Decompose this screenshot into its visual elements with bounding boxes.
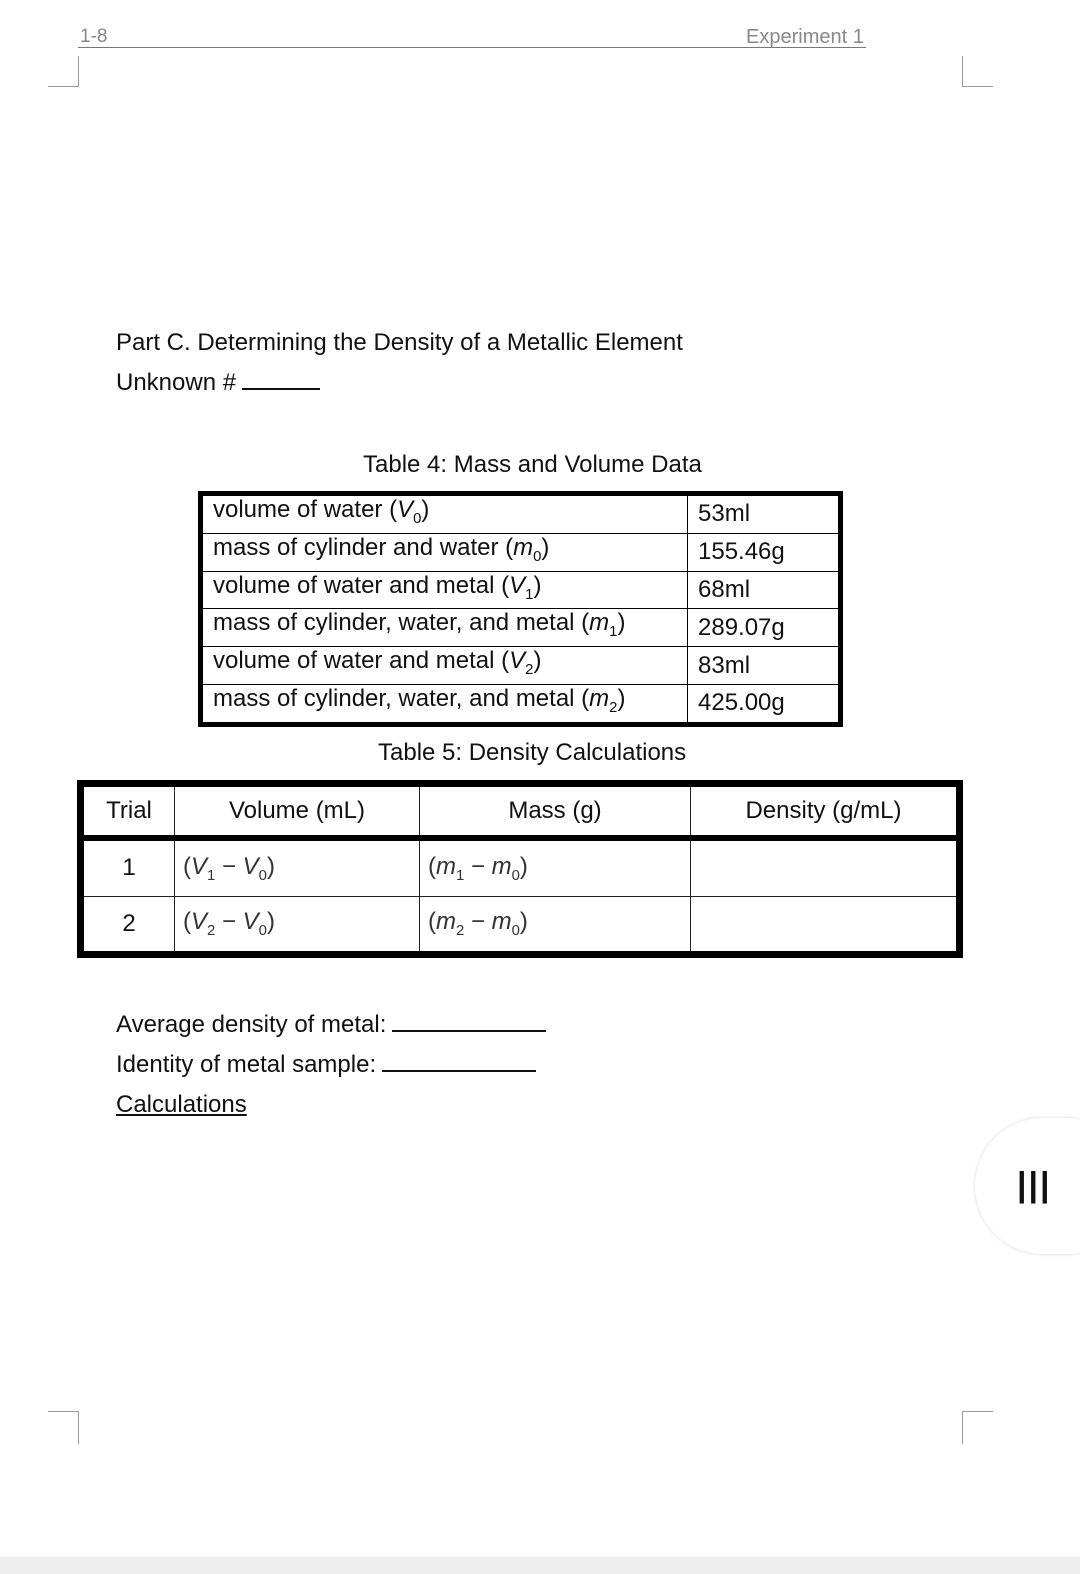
average-density-label: Average density of metal: <box>116 1011 387 1038</box>
col-header-density: Density (g/mL) <box>691 784 960 839</box>
chapter-label: Experiment 1 <box>746 26 864 48</box>
bottom-bar <box>0 1557 1080 1574</box>
trial-number: 2 <box>81 896 175 954</box>
table-row <box>201 647 841 685</box>
row-label: mass of cylinder and water $(m_0)$ <box>201 533 688 571</box>
density-table <box>77 780 963 958</box>
row-label: mass of cylinder, water, and metal $(m_2)$ <box>201 684 688 724</box>
crop-mark-top-right <box>962 56 993 87</box>
row-value: 53ml <box>688 494 841 534</box>
row-label: mass of cylinder, water, and metal $(m_1)$ <box>201 609 688 647</box>
section-title: Part C. Determining the Density of a Metallic Element <box>116 329 683 356</box>
row-value: 289.07g <box>688 609 841 647</box>
col-header-mass: Mass (g) <box>420 784 691 839</box>
crop-mark-bottom-left <box>48 1411 79 1444</box>
row-label: volume of water $(V_0)$ <box>201 494 688 534</box>
table-row <box>81 838 960 896</box>
table-row <box>201 609 841 647</box>
table-row <box>201 571 841 609</box>
unknown-field <box>116 369 320 397</box>
average-density-blank[interactable] <box>392 1029 546 1032</box>
table5-caption: Table 5: Density Calculations <box>378 739 687 766</box>
density-cell[interactable] <box>691 838 960 896</box>
col-header-volume: Volume (mL) <box>175 784 420 839</box>
menu-icon[interactable]: ||| <box>1017 1166 1052 1204</box>
mass-volume-table <box>198 491 843 727</box>
identity-label: Identity of metal sample: <box>116 1051 377 1078</box>
table-row <box>81 896 960 954</box>
header-rule <box>78 47 866 48</box>
row-value: 155.46g <box>688 533 841 571</box>
table-header-row <box>81 784 960 839</box>
crop-mark-bottom-right <box>962 1411 993 1444</box>
mass-formula: $(m_2 - m_0)$ <box>420 896 691 954</box>
unknown-blank[interactable] <box>242 387 320 390</box>
table4-caption: Table 4: Mass and Volume Data <box>363 451 702 478</box>
average-density-field <box>116 1011 546 1039</box>
identity-field <box>116 1051 536 1079</box>
volume-formula: $(V_1 - V_0)$ <box>175 838 420 896</box>
table-row <box>201 684 841 724</box>
table-row <box>201 533 841 571</box>
identity-blank[interactable] <box>382 1069 536 1072</box>
row-value: 425.00g <box>688 684 841 724</box>
density-cell[interactable] <box>691 896 960 954</box>
page-number: 1-8 <box>80 26 108 47</box>
col-header-trial: Trial <box>81 784 175 839</box>
unknown-label: Unknown # <box>116 369 237 396</box>
row-value: 83ml <box>688 647 841 685</box>
calculations-heading: Calculations <box>116 1091 247 1118</box>
volume-formula: $(V_2 - V_0)$ <box>175 896 420 954</box>
table-row <box>201 494 841 534</box>
row-label: volume of water and metal $(V_2)$ <box>201 647 688 685</box>
crop-mark-top-left <box>48 56 79 87</box>
row-value: 68ml <box>688 571 841 609</box>
trial-number: 1 <box>81 838 175 896</box>
row-label: volume of water and metal $(V_1)$ <box>201 571 688 609</box>
mass-formula: $(m_1 - m_0)$ <box>420 838 691 896</box>
